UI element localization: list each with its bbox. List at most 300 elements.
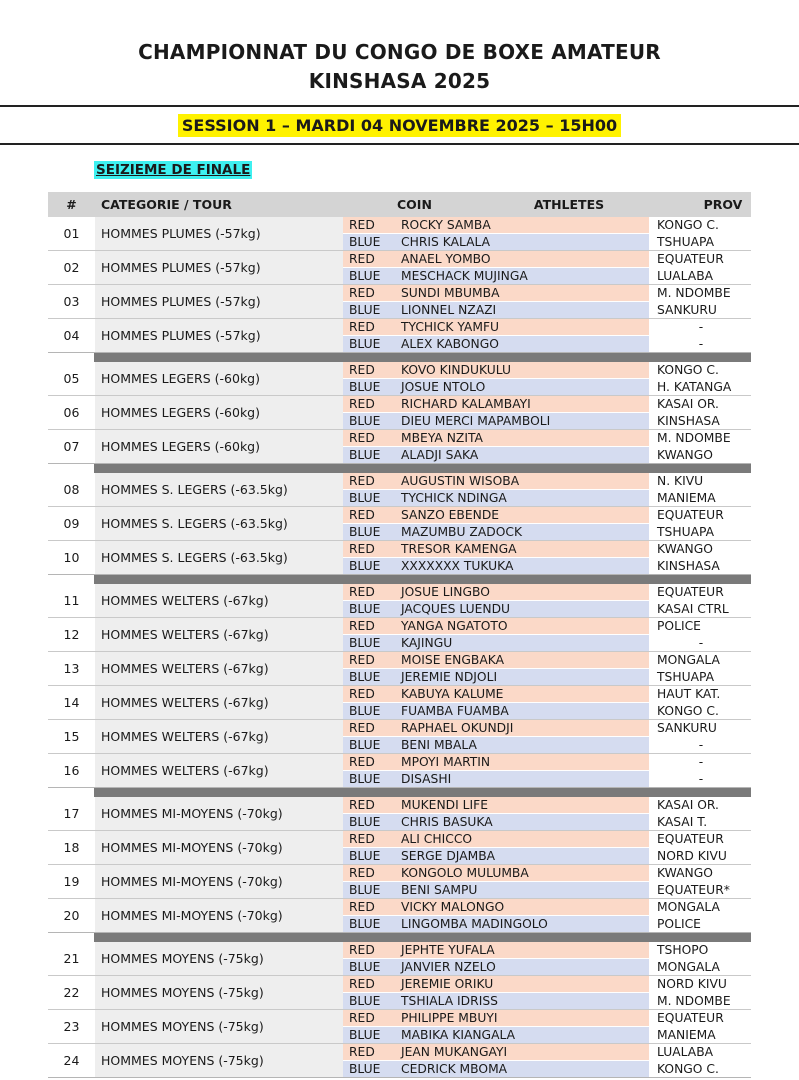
bout-category: HOMMES WELTERS (-67kg) [95,652,343,685]
header-divider-bottom [0,143,799,145]
athlete-province: KWANGO [657,866,713,880]
athlete-province: KONGO C. [657,218,719,232]
weight-class-group [48,942,751,1078]
bout-corners [343,251,751,284]
bout-number: 22 [63,985,80,1000]
table-row [48,942,751,975]
athlete-name: MPOYI MARTIN [395,754,651,770]
weight-class-group [48,584,751,788]
corner-color: BLUE [343,413,395,429]
column-header-category: CATEGORIE / TOUR [101,197,232,212]
athlete-name: JEREMIE NDJOLI [395,669,651,685]
group-separator [94,575,751,584]
blue-corner [343,634,751,651]
round-banner [94,159,252,178]
bout-corners [343,285,751,318]
athlete-name: LIONNEL NZAZI [395,302,651,318]
corner-color: BLUE [343,771,395,787]
athlete-province: HAUT KAT. [657,687,721,701]
corner-color: RED [343,1044,395,1060]
blue-corner [343,702,751,719]
red-corner [343,217,751,233]
athlete-name: MESCHACK MUJINGA [395,268,651,284]
athlete-province: LUALABA [657,269,714,283]
bout-category: HOMMES WELTERS (-67kg) [95,720,343,753]
bout-number: 18 [63,840,80,855]
athlete-name: BENI SAMPU [395,882,651,898]
corner-color: RED [343,686,395,702]
bout-category: HOMMES WELTERS (-67kg) [95,618,343,651]
corner-color: RED [343,1010,395,1026]
column-header-num: # [66,197,77,212]
corner-color: BLUE [343,601,395,617]
athlete-name: DIEU MERCI MAPAMBOLI [395,413,651,429]
athlete-province: LUALABA [657,1045,714,1059]
athlete-name: JOSUE LINGBO [395,584,651,600]
bout-corners [343,507,751,540]
athlete-province: MONGALA [657,960,720,974]
athlete-province: KONGO C. [657,1062,719,1076]
bout-category: HOMMES WELTERS (-67kg) [95,754,343,787]
athlete-province: MONGALA [657,900,720,914]
blue-corner [343,301,751,318]
red-corner [343,285,751,301]
athlete-province: KASAI T. [657,815,708,829]
red-corner [343,396,751,412]
corner-color: RED [343,251,395,267]
athlete-province: TSHUAPA [657,235,715,249]
table-row [48,318,751,352]
blue-corner [343,412,751,429]
bout-number: 09 [63,516,80,531]
corner-color: RED [343,584,395,600]
table-row [48,250,751,284]
bout-category: HOMMES PLUMES (-57kg) [95,217,343,250]
blue-corner [343,915,751,932]
column-header-prov: PROV [703,197,743,212]
red-corner [343,319,751,335]
weight-class-group [48,217,751,353]
bout-number: 19 [63,874,80,889]
corner-color: BLUE [343,848,395,864]
athlete-name: ANAEL YOMBO [395,251,651,267]
athlete-name: JEAN MUKANGAYI [395,1044,651,1060]
blue-corner [343,992,751,1009]
corner-color: BLUE [343,737,395,753]
corner-color: RED [343,362,395,378]
bout-number: 24 [63,1053,80,1068]
bout-number: 06 [63,405,80,420]
group-separator [94,788,751,797]
athlete-name: CHRIS BASUKA [395,814,651,830]
red-corner [343,686,751,702]
table-row [48,1043,751,1077]
bouts-table [48,192,751,1078]
corner-color: RED [343,473,395,489]
corner-color: RED [343,976,395,992]
athlete-province: KASAI OR. [657,798,719,812]
bout-number: 03 [63,294,80,309]
corner-color: RED [343,217,395,233]
table-row [48,395,751,429]
blue-corner [343,600,751,617]
bout-corners [343,899,751,932]
red-corner [343,430,751,446]
athlete-name: KOVO KINDUKULU [395,362,651,378]
championship-title: CHAMPIONNAT DU CONGO DE BOXE AMATEUR [138,40,661,64]
athlete-name: AUGUSTIN WISOBA [395,473,651,489]
corner-color: RED [343,831,395,847]
corner-color: BLUE [343,1061,395,1077]
athlete-province: TSHOPO [657,943,709,957]
blue-corner [343,881,751,898]
corner-color: RED [343,541,395,557]
group-separator [94,933,751,942]
red-corner [343,942,751,958]
bout-category: HOMMES PLUMES (-57kg) [95,319,343,352]
bout-corners [343,720,751,753]
corner-color: RED [343,899,395,915]
red-corner [343,473,751,489]
blue-corner [343,233,751,250]
corner-color: BLUE [343,558,395,574]
bout-category: HOMMES LEGERS (-60kg) [95,362,343,395]
athlete-province: SANKURU [657,303,717,317]
athlete-province: NORD KIVU [657,849,727,863]
red-corner [343,362,751,378]
athlete-province: EQUATEUR [657,252,724,266]
table-body [48,217,751,1078]
document-header [0,0,799,96]
table-row [48,975,751,1009]
bout-number: 16 [63,763,80,778]
corner-color: BLUE [343,490,395,506]
red-corner [343,865,751,881]
bout-category: HOMMES S. LEGERS (-63.5kg) [95,473,343,506]
athlete-province: KASAI CTRL [657,602,729,616]
session-banner [0,114,799,137]
blue-corner [343,489,751,506]
athlete-province: EQUATEUR [657,508,724,522]
bout-number: 05 [63,371,80,386]
athlete-name: JACQUES LUENDU [395,601,651,617]
bout-number: 10 [63,550,80,565]
weight-class-group [48,797,751,933]
corner-color: BLUE [343,669,395,685]
bout-category: HOMMES S. LEGERS (-63.5kg) [95,507,343,540]
athlete-province: KONGO C. [657,704,719,718]
corner-color: BLUE [343,882,395,898]
red-corner [343,797,751,813]
athlete-name: ALEX KABONGO [395,336,651,352]
corner-color: BLUE [343,336,395,352]
athlete-province: - [698,772,704,786]
athlete-province: TSHUAPA [657,525,715,539]
corner-color: BLUE [343,916,395,932]
blue-corner [343,813,751,830]
bout-number: 13 [63,661,80,676]
athlete-name: FUAMBA FUAMBA [395,703,651,719]
corner-color: BLUE [343,524,395,540]
athlete-province: KASAI OR. [657,397,719,411]
bout-corners [343,686,751,719]
blue-corner [343,557,751,574]
bout-corners [343,831,751,864]
table-row [48,830,751,864]
corner-color: RED [343,942,395,958]
blue-corner [343,736,751,753]
athlete-province: NORD KIVU [657,977,727,991]
bout-category: HOMMES MI-MOYENS (-70kg) [95,831,343,864]
table-row [48,217,751,250]
athlete-name: MUKENDI LIFE [395,797,651,813]
athlete-name: RAPHAEL OKUNDJI [395,720,651,736]
round-label: SEIZIEME DE FINALE [96,162,251,178]
bout-corners [343,319,751,352]
athlete-name: SANZO EBENDE [395,507,651,523]
athlete-name: TYCHICK NDINGA [395,490,651,506]
corner-color: RED [343,865,395,881]
corner-color: RED [343,507,395,523]
table-row [48,719,751,753]
athlete-province: MONGALA [657,653,720,667]
bout-category: HOMMES S. LEGERS (-63.5kg) [95,541,343,574]
bout-number: 08 [63,482,80,497]
bout-number: 02 [63,260,80,275]
athlete-name: ALADJI SAKA [395,447,651,463]
bout-category: HOMMES MI-MOYENS (-70kg) [95,797,343,830]
bout-corners [343,865,751,898]
championship-subtitle: KINSHASA 2025 [308,69,491,93]
weight-class-group [48,362,751,464]
corner-color: BLUE [343,379,395,395]
bout-corners [343,942,751,975]
group-separator [94,464,751,473]
athlete-name: SERGE DJAMBA [395,848,651,864]
red-corner [343,720,751,736]
red-corner [343,831,751,847]
table-row [48,584,751,617]
table-row [48,429,751,463]
header-divider-top [0,105,799,107]
bout-corners [343,473,751,506]
bout-corners [343,430,751,463]
corner-color: BLUE [343,234,395,250]
red-corner [343,976,751,992]
athlete-province: H. KATANGA [657,380,732,394]
corner-color: RED [343,430,395,446]
blue-corner [343,446,751,463]
table-row [48,685,751,719]
red-corner [343,541,751,557]
corner-color: RED [343,618,395,634]
blue-corner [343,378,751,395]
corner-color: BLUE [343,1027,395,1043]
corner-color: BLUE [343,959,395,975]
blue-corner [343,1026,751,1043]
bout-category: HOMMES PLUMES (-57kg) [95,285,343,318]
athlete-name: DISASHI [395,771,651,787]
bout-corners [343,754,751,787]
blue-corner [343,267,751,284]
corner-color: BLUE [343,814,395,830]
corner-color: BLUE [343,302,395,318]
athlete-name: ALI CHICCO [395,831,651,847]
table-row [48,473,751,506]
athlete-province: M. NDOMBE [657,286,731,300]
bout-corners [343,584,751,617]
athlete-name: JEPHTE YUFALA [395,942,651,958]
athlete-province: KWANGO [657,448,713,462]
athlete-name: YANGA NGATOTO [395,618,651,634]
athlete-name: MABIKA KIANGALA [395,1027,651,1043]
red-corner [343,507,751,523]
blue-corner [343,335,751,352]
athlete-province: MANIEMA [657,491,716,505]
red-corner [343,251,751,267]
athlete-province: EQUATEUR [657,832,724,846]
corner-color: RED [343,754,395,770]
athlete-province: - [698,755,704,769]
bout-category: HOMMES LEGERS (-60kg) [95,396,343,429]
blue-corner [343,847,751,864]
bout-number: 23 [63,1019,80,1034]
red-corner [343,618,751,634]
blue-corner [343,1060,751,1077]
athlete-province: KWANGO [657,542,713,556]
athlete-name: TRESOR KAMENGA [395,541,651,557]
bout-number: 17 [63,806,80,821]
bout-category: HOMMES MOYENS (-75kg) [95,1044,343,1077]
bout-number: 04 [63,328,80,343]
bout-number: 21 [63,951,80,966]
athlete-province: TSHUAPA [657,670,715,684]
corner-color: BLUE [343,268,395,284]
athlete-name: JEREMIE ORIKU [395,976,651,992]
athlete-province: M. NDOMBE [657,431,731,445]
table-row [48,898,751,932]
athlete-province: EQUATEUR [657,1011,724,1025]
athlete-name: MBEYA NZITA [395,430,651,446]
table-row [48,1009,751,1043]
athlete-name: XXXXXXX TUKUKA [395,558,651,574]
athlete-province: KONGO C. [657,363,719,377]
athlete-name: JANVIER NZELO [395,959,651,975]
bout-number: 11 [63,593,80,608]
column-header-coin: COIN [397,197,432,212]
athlete-name: PHILIPPE MBUYI [395,1010,651,1026]
athlete-province: N. KIVU [657,474,704,488]
athlete-province: KINSHASA [657,559,720,573]
bout-category: HOMMES MOYENS (-75kg) [95,1010,343,1043]
table-row [48,617,751,651]
red-corner [343,899,751,915]
bout-corners [343,541,751,574]
athlete-name: CHRIS KALALA [395,234,651,250]
table-header [48,192,751,217]
blue-corner [343,958,751,975]
athlete-name: JOSUE NTOLO [395,379,651,395]
corner-color: RED [343,797,395,813]
table-row [48,284,751,318]
bout-category: HOMMES MOYENS (-75kg) [95,976,343,1009]
athlete-province: - [698,636,704,650]
blue-corner [343,523,751,540]
bout-category: HOMMES LEGERS (-60kg) [95,430,343,463]
bout-corners [343,396,751,429]
bout-corners [343,976,751,1009]
athlete-province: M. NDOMBE [657,994,731,1008]
athlete-name: BENI MBALA [395,737,651,753]
bout-corners [343,652,751,685]
athlete-province: POLICE [657,619,701,633]
corner-color: BLUE [343,703,395,719]
column-header-athletes: ATHLETES [533,197,605,212]
corner-color: RED [343,285,395,301]
red-corner [343,1010,751,1026]
bout-number: 01 [63,226,80,241]
bout-category: HOMMES MI-MOYENS (-70kg) [95,899,343,932]
table-row [48,864,751,898]
athlete-name: MOISE ENGBAKA [395,652,651,668]
athlete-province: EQUATEUR* [657,883,730,897]
red-corner [343,652,751,668]
red-corner [343,1044,751,1060]
athlete-name: LINGOMBA MADINGOLO [395,916,651,932]
corner-color: BLUE [343,447,395,463]
athlete-name: KABUYA KALUME [395,686,651,702]
athlete-province: SANKURU [657,721,717,735]
corner-color: RED [343,319,395,335]
bout-number: 12 [63,627,80,642]
athlete-province: MANIEMA [657,1028,716,1042]
table-row [48,651,751,685]
athlete-name: VICKY MALONGO [395,899,651,915]
table-row [48,753,751,787]
bout-number: 14 [63,695,80,710]
bout-category: HOMMES MOYENS (-75kg) [95,942,343,975]
bout-category: HOMMES MI-MOYENS (-70kg) [95,865,343,898]
red-corner [343,754,751,770]
athlete-name: KAJINGU [395,635,651,651]
bout-corners [343,1010,751,1043]
bout-category: HOMMES WELTERS (-67kg) [95,584,343,617]
athlete-province: EQUATEUR [657,585,724,599]
session-label: SESSION 1 – MARDI 04 NOVEMBRE 2025 – 15H00 [178,114,621,137]
athlete-province: - [698,738,704,752]
athlete-name: TYCHICK YAMFU [395,319,651,335]
athlete-name: KONGOLO MULUMBA [395,865,651,881]
athlete-province: - [698,337,704,351]
blue-corner [343,770,751,787]
bout-corners [343,618,751,651]
athlete-province: POLICE [657,917,701,931]
bout-category: HOMMES WELTERS (-67kg) [95,686,343,719]
athlete-name: CEDRICK MBOMA [395,1061,651,1077]
athlete-province: - [698,320,704,334]
bout-corners [343,1044,751,1077]
table-row [48,506,751,540]
group-separator [94,353,751,362]
corner-color: RED [343,652,395,668]
bout-number: 20 [63,908,80,923]
athlete-province: KINSHASA [657,414,720,428]
athlete-name: MAZUMBU ZADOCK [395,524,651,540]
athlete-name: ROCKY SAMBA [395,217,651,233]
bout-corners [343,362,751,395]
red-corner [343,584,751,600]
athlete-name: RICHARD KALAMBAYI [395,396,651,412]
